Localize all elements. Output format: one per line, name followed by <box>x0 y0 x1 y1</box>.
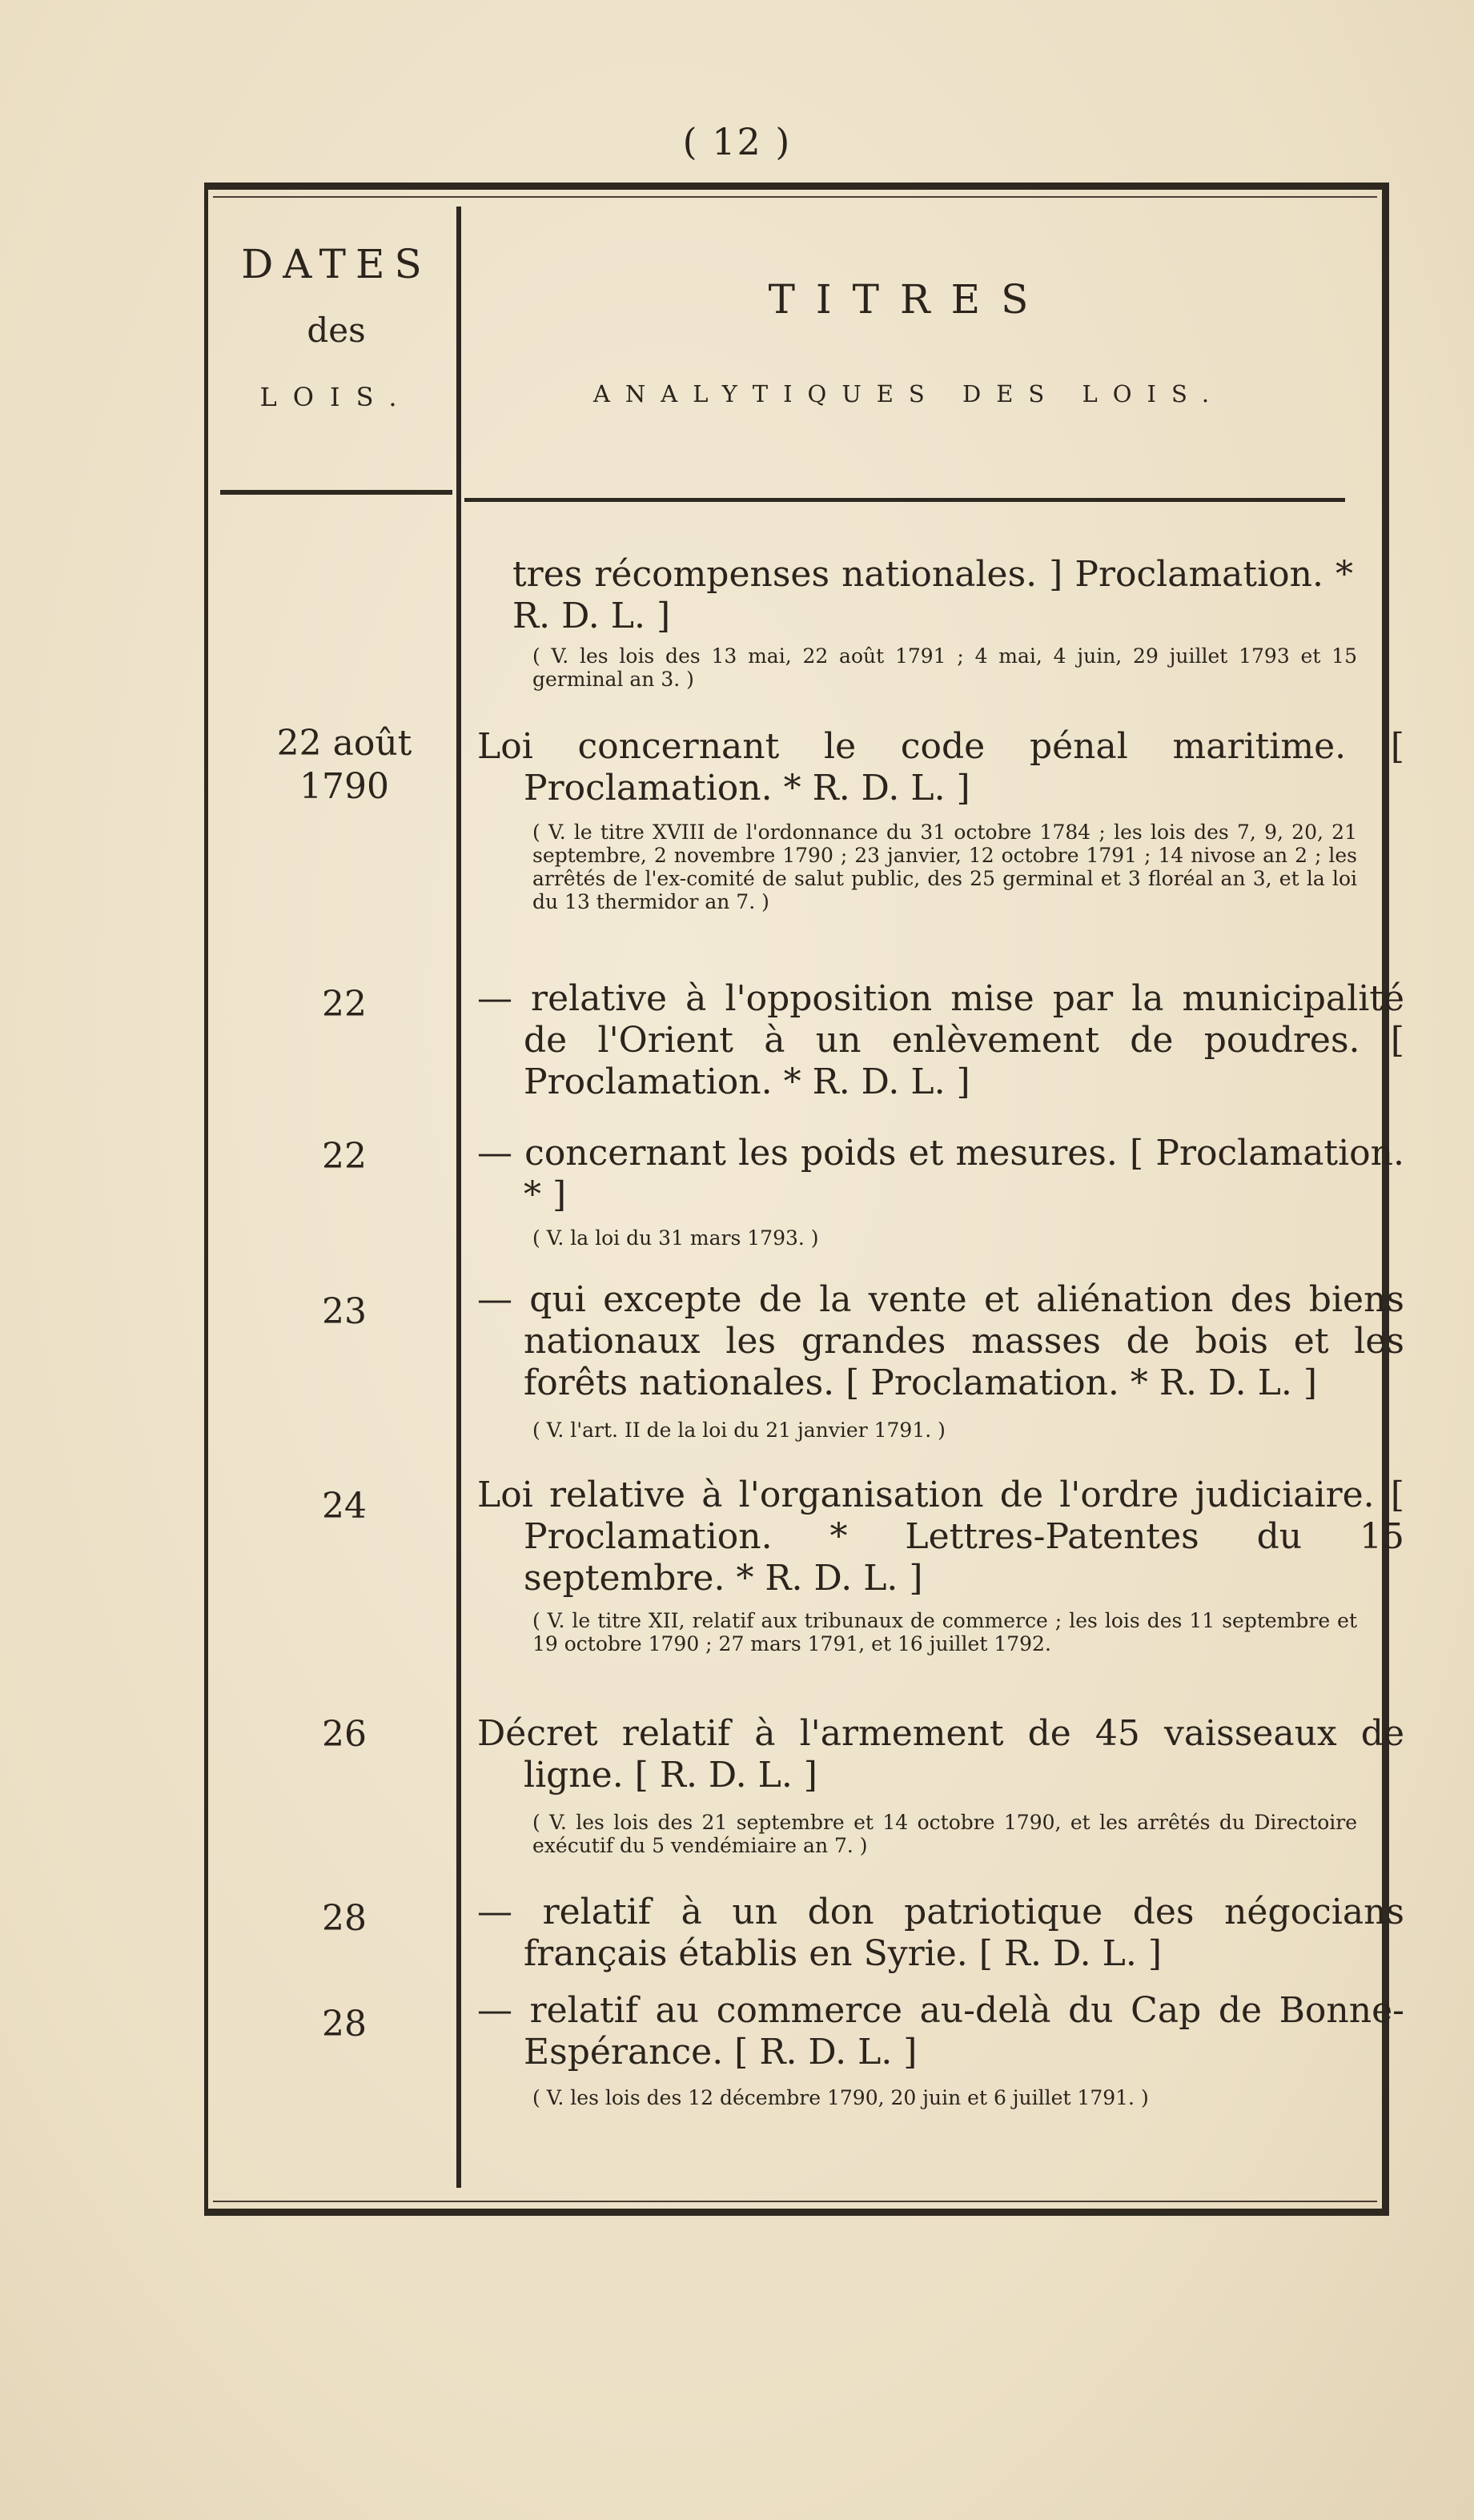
entry-title: — relatif au commerce au-delà du Cap de Bonne-Espérance. [ R. D. L. ] <box>477 1990 1404 2073</box>
entry-title: tres récompenses nationales. ] Proclamation. * R. D. L. ] <box>512 554 1353 636</box>
entry-date: 23 <box>322 1291 367 1332</box>
header-rule-left <box>220 490 452 495</box>
page-number: ( 12 ) <box>682 120 792 163</box>
entry-date: 26 <box>322 1714 367 1755</box>
titres-header-line2: ANALYTIQUES DES LOIS. <box>592 380 1225 407</box>
entry-title: Loi concernant le code pénal maritime. [ Proclamation. * R. D. L. ] <box>477 726 1404 809</box>
entry-date: 22 <box>322 984 367 1025</box>
entry-title: — qui excepte de la vente et aliénation des biens nationaux les grandes masses de bois et les forêts nationales. [ Proclamation. * R. D. L. ] <box>477 1279 1404 1403</box>
entry-note: ( V. l'art. II de la loi du 21 janvier 1791. ) <box>532 1419 946 1442</box>
header-rule-right <box>464 498 1345 502</box>
dates-header-line3: LOIS. <box>259 382 413 412</box>
entry-date: 22 <box>322 1136 367 1177</box>
dates-header-line1: DATES <box>241 241 432 287</box>
entry-note: ( V. les lois des 13 mai, 22 août 1791 ; 4 mai, 4 juin, 29 juillet 1793 et 15 germinal an 3. ) <box>532 644 1357 691</box>
entry-date: 24 <box>322 1486 367 1527</box>
entry-note: ( V. les lois des 12 décembre 1790, 20 juin et 6 juillet 1791. ) <box>532 2086 1149 2109</box>
entry-note: ( V. le titre XII, relatif aux tribunaux de commerce ; les lois des 11 septembre et 19 octobre 1790 ; 27 mars 1791, et 16 juillet 1792. <box>532 1609 1357 1655</box>
entry-title: — relatif à un don patriotique des négocians français établis en Syrie. [ R. D. L. ] <box>477 1892 1404 1974</box>
titres-column-header <box>464 276 1353 407</box>
dates-column-header <box>216 240 456 412</box>
entry-date: 28 <box>322 1898 367 1939</box>
column-divider <box>456 207 461 2188</box>
entry-title: — concernant les poids et mesures. [ Proclamation. * ] <box>477 1133 1404 1215</box>
entry-title: — relative à l'opposition mise par la municipalité de l'Orient à un enlèvement de poudres. [ Proclamation. * R. D. L. ] <box>477 978 1404 1102</box>
titres-header-line1: TITRES <box>768 276 1050 323</box>
entry-note: ( V. la loi du 31 mars 1793. ) <box>532 1226 819 1250</box>
entry-title: Décret relatif à l'armement de 45 vaisseaux de ligne. [ R. D. L. ] <box>477 1713 1404 1796</box>
entry-note: ( V. le titre XVIII de l'ordonnance du 31 octobre 1784 ; les lois des 7, 9, 20, 21 septembre, 2 novembre 1790 ; 23 janvier, 12 octobre 1791 ; 14 nivose an 2 ; les arrêtés de l'ex-comité de salut public, des 25 germinal et 3 floréal an 3, et la loi du 13 thermidor an 7. ) <box>532 821 1357 913</box>
entry-title: Loi relative à l'organisation de l'ordre judiciaire. [ Proclamation. * Lettres-Patentes du 15 septembre. * R. D. L. ] <box>477 1475 1404 1599</box>
dates-header-line2: des <box>307 311 366 350</box>
entry-note: ( V. les lois des 21 septembre et 14 octobre 1790, et les arrêtés du Directoire exécutif du 5 vendémiaire an 7. ) <box>532 1811 1357 1857</box>
entry-date: 28 <box>322 2004 367 2044</box>
entry-date: 22 août 1790 <box>276 723 412 807</box>
